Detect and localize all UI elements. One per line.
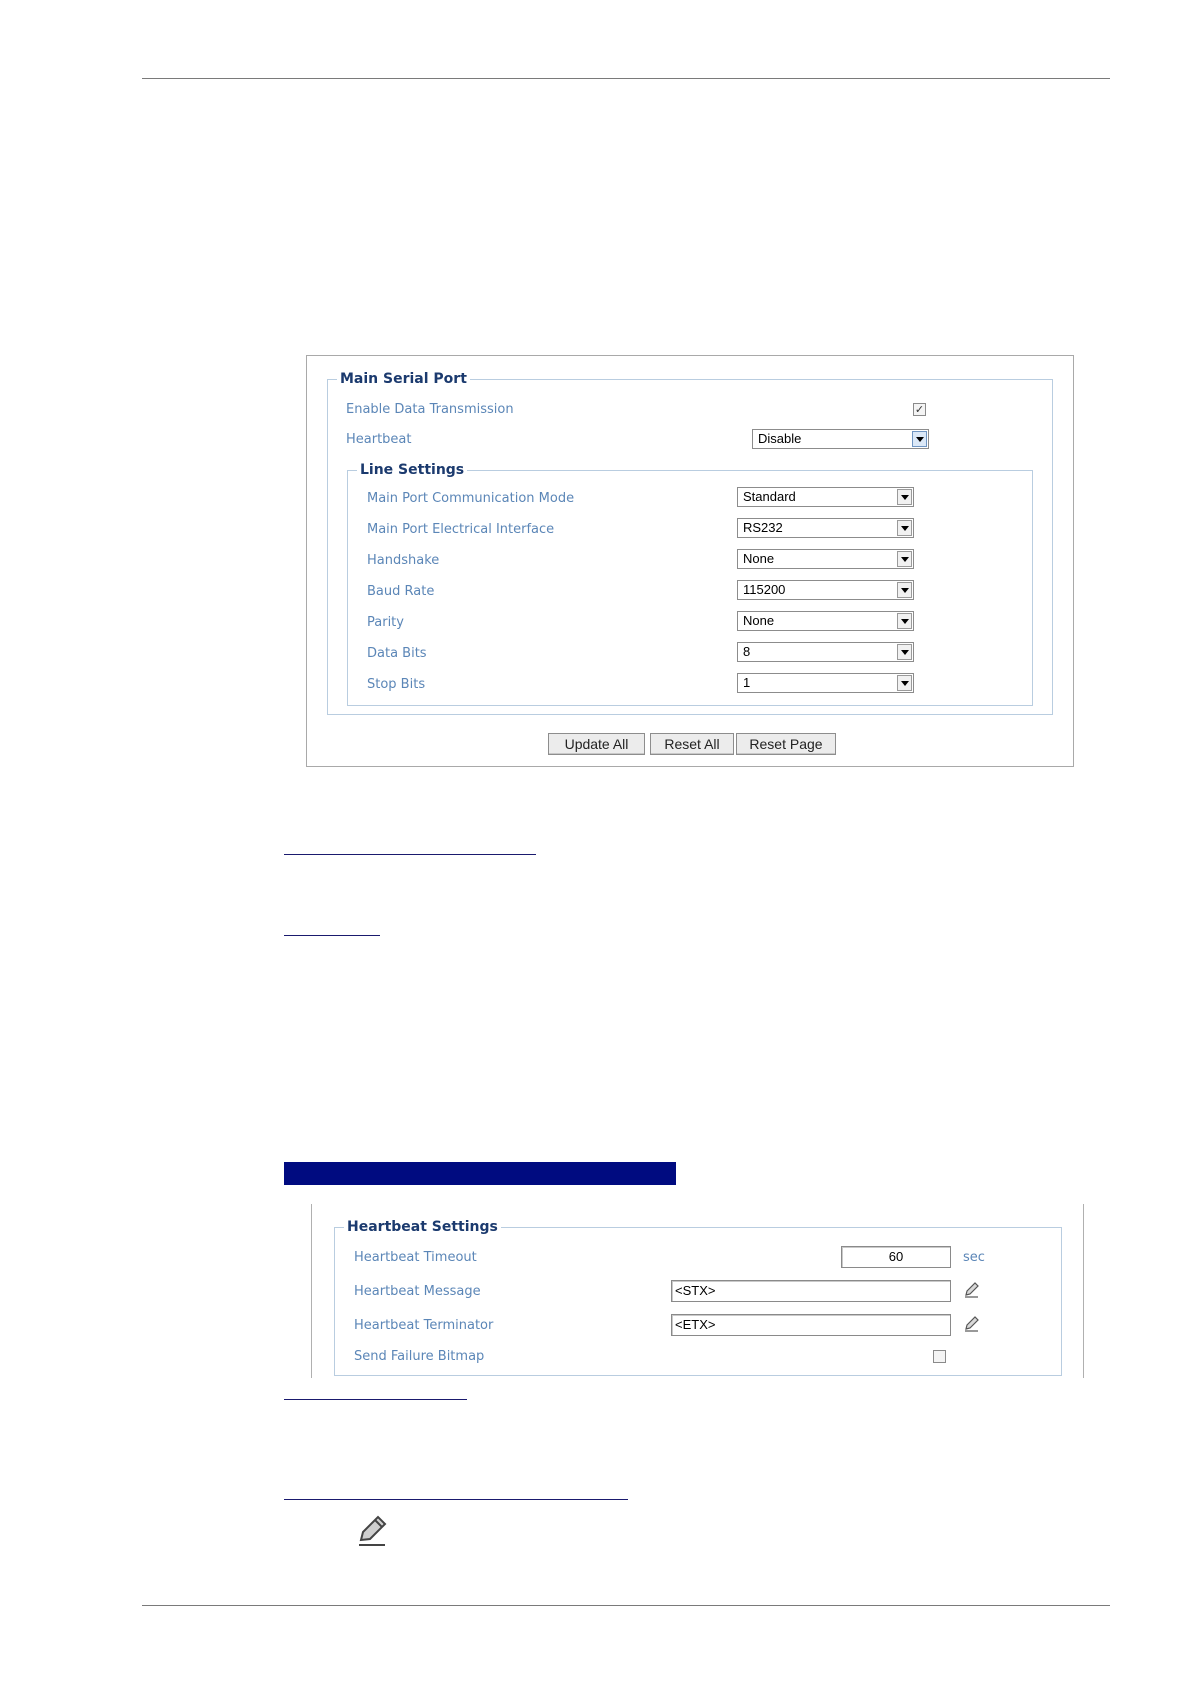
- heartbeat-select-value: Disable: [758, 431, 802, 446]
- enable-data-transmission-label: Enable Data Transmission: [346, 402, 514, 417]
- main-serial-port-panel: [306, 355, 1074, 767]
- stop-bits-label: Stop Bits: [367, 677, 426, 692]
- send-failure-bitmap-label: Send Failure Bitmap: [354, 1349, 485, 1364]
- baud-rate-label: Baud Rate: [367, 584, 435, 599]
- chevron-down-icon[interactable]: [897, 551, 912, 567]
- main-port-electrical-interface-label: Main Port Electrical Interface: [367, 522, 555, 537]
- chevron-down-icon[interactable]: [897, 675, 912, 691]
- enable-data-transmission-checkbox[interactable]: ✓: [914, 403, 925, 416]
- section-header-bar: [284, 1162, 676, 1185]
- heartbeat-terminator-input[interactable]: [671, 1314, 951, 1336]
- select-value: 1: [743, 675, 751, 690]
- send-failure-bitmap-checkbox[interactable]: [933, 1350, 946, 1363]
- handshake-label: Handshake: [367, 553, 440, 568]
- heartbeat-timeout-unit: sec: [963, 1250, 985, 1265]
- underline-rule: [284, 1499, 628, 1500]
- heartbeat-timeout-input[interactable]: [841, 1246, 951, 1268]
- heartbeat-terminator-label: Heartbeat Terminator: [354, 1318, 494, 1333]
- select-value: None: [743, 551, 775, 566]
- heartbeat-timeout-label: Heartbeat Timeout: [354, 1250, 477, 1265]
- chevron-down-icon[interactable]: [897, 520, 912, 536]
- heartbeat-timeout-value: 60: [888, 1249, 904, 1264]
- main-port-communication-mode-label: Main Port Communication Mode: [367, 491, 575, 506]
- chevron-down-icon[interactable]: [897, 613, 912, 629]
- select-value: None: [743, 613, 775, 628]
- heartbeat-settings-panel: [311, 1204, 1084, 1378]
- pencil-icon[interactable]: [963, 1281, 981, 1299]
- reset-page-button[interactable]: Reset Page: [736, 733, 836, 755]
- select-value: 8: [743, 644, 751, 659]
- heartbeat-select[interactable]: [752, 429, 929, 449]
- main-serial-port-legend: Main Serial Port: [340, 371, 467, 387]
- select-value: 115200: [743, 582, 786, 597]
- pencil-icon: [355, 1514, 389, 1548]
- pencil-icon[interactable]: [963, 1315, 981, 1333]
- handshake-select[interactable]: [737, 549, 914, 569]
- main-port-communication-mode-select[interactable]: [737, 487, 914, 507]
- data-bits-label: Data Bits: [367, 646, 427, 661]
- parity-label: Parity: [367, 615, 404, 630]
- select-value: RS232: [743, 520, 783, 535]
- chevron-down-icon[interactable]: [897, 644, 912, 660]
- main-port-electrical-interface-select[interactable]: [737, 518, 914, 538]
- parity-select[interactable]: [737, 611, 914, 631]
- header-rule: [142, 78, 1110, 79]
- underline-rule: [284, 854, 536, 855]
- update-all-button[interactable]: Update All: [548, 733, 645, 755]
- stop-bits-select[interactable]: [737, 673, 914, 693]
- heartbeat-message-input[interactable]: [671, 1280, 951, 1302]
- footer-rule: [142, 1605, 1110, 1606]
- heartbeat-message-value: <STX>: [675, 1283, 716, 1298]
- heartbeat-message-label: Heartbeat Message: [354, 1284, 481, 1299]
- heartbeat-settings-legend: Heartbeat Settings: [347, 1219, 498, 1235]
- reset-all-button[interactable]: Reset All: [650, 733, 734, 755]
- underline-rule: [284, 1399, 467, 1400]
- underline-rule: [284, 935, 380, 936]
- data-bits-select[interactable]: [737, 642, 914, 662]
- baud-rate-select[interactable]: [737, 580, 914, 600]
- chevron-down-icon[interactable]: [912, 431, 927, 447]
- select-value: Standard: [743, 489, 796, 504]
- chevron-down-icon[interactable]: [897, 582, 912, 598]
- heartbeat-terminator-value: <ETX>: [675, 1317, 716, 1332]
- line-settings-legend: Line Settings: [360, 462, 465, 478]
- heartbeat-label: Heartbeat: [346, 432, 412, 447]
- chevron-down-icon[interactable]: [897, 489, 912, 505]
